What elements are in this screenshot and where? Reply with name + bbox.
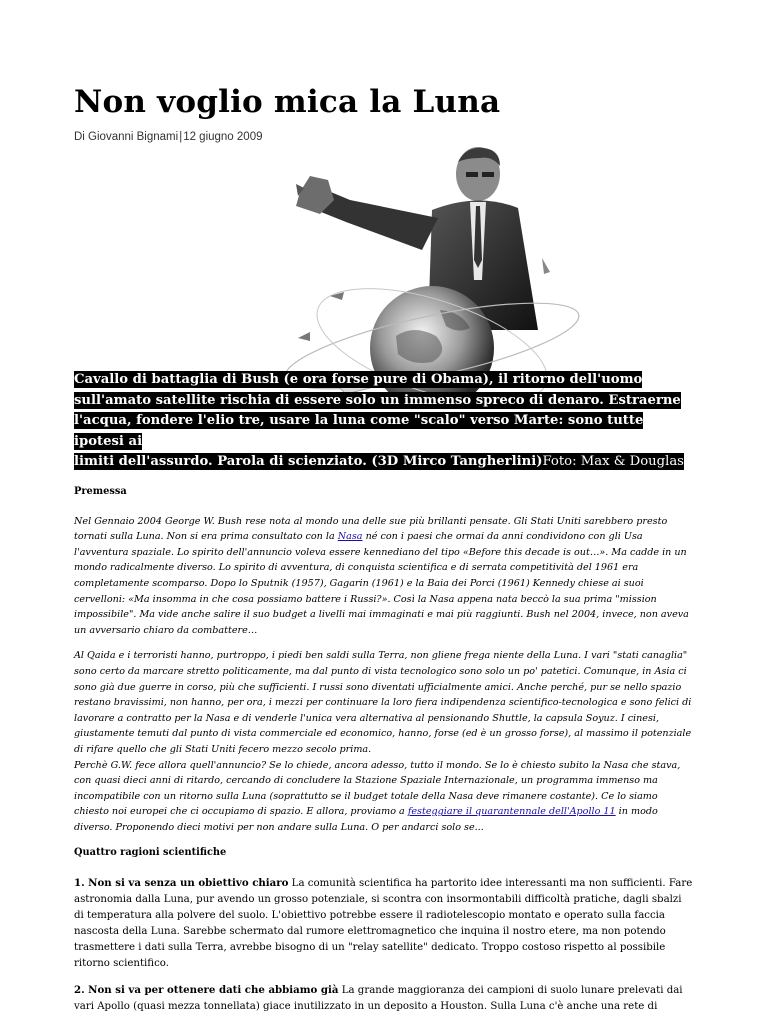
- paragraph-2-text: Al Qaida e i terroristi hanno, purtroppo, i piedi ben saldi sulla Terra, non gliene frega niente della Luna. I vari "stati canaglia" sono certo da marcare stretto politicamente, ma dal punto di vista tecnologico sono solo un po' patetici. Comunque, in Asia ci sono già due guerre in corso, più che sufficienti. I russi sono diventati ufficialmente amici. Anche perché, pur se nello spazio restano bravissimi, non hanno, per ora, i mezzi per continuare la loro fiera indipendenza scientifico-tecnologica e sono felici di lavorare a contratto per la Nasa e di venderle l'unica vera alternativa al pensionando Shuttle, la capsula Soyuz. I cinesi, giustamente temuti dal punto di vista commerciale ed economico, hanno, forse (ed è un grosso forse), al massimo il potenziale di rifare quello che gli Stati Uniti fecero mezzo secolo prima.: [74, 650, 692, 755]
- reason-1-text: La comunità scientifica ha partorito idee interessanti ma non sufficienti. Fare astronomia dalla Luna, pur avendo un grosso potenziale, si scontra con insormontabili difficoltà pratiche, dagli sbalzi di temperatura alla polvere del suolo. L'obiettivo potrebbe essere il radiotelescopio montato e operato sulla faccia nascosta della Luna. Sarebbe schermato dal rumore elettromagnetico che inquina il nostro etere, ma non potendo trasmettere i dati sulla Terra, avrebbe bisogno di un "relay satellite" dedicato. Troppo costoso rispetto al possibile ritorno scientifico.: [74, 878, 693, 970]
- hero-illustration: [200, 140, 580, 402]
- paragraph-3-rest: in modo diverso. Proponendo dieci motivi per non andare sulla Luna. O per andarci solo se...: [74, 806, 658, 833]
- reason-2-heading: 2. Non si va per ottenere dati che abbiamo già: [74, 984, 339, 997]
- link-nasa[interactable]: Nasa: [337, 531, 363, 543]
- page-title: Non voglio mica la Luna: [74, 84, 501, 120]
- paragraph-1-text: Nel Gennaio 2004 George W. Bush rese nota al mondo una delle sue più brillanti pensate. Gli Stati Uniti sarebbero presto tornati sulla Luna. Non si era prima consultato con la: [74, 515, 668, 543]
- section-heading-ragioni: Quattro ragioni scientifiche: [74, 847, 227, 859]
- article-body: [74, 484, 694, 1025]
- caption-text: limiti dell'assurdo. Parola di scienziato. (3D Mirco Tangherlini): [74, 454, 543, 469]
- rocket-left: [298, 292, 344, 341]
- caption-line-4: [74, 453, 684, 470]
- byline-separator: |: [179, 131, 183, 143]
- byline-author: Di Giovanni Bignami: [74, 131, 179, 143]
- paragraph-1: [74, 514, 694, 639]
- paragraph-1-rest: né con i paesi che ormai da anni condividono con gli Usa l'avventura spaziale. Lo spirito dell'annuncio voleva essere kennediano del tipo «Before this decade is out…». Ma cadde in un mondo radicalmente diverso. Lo spirito di avventura, di conquista scientifica e di serrata competitività del 1961 era completamente scomparso. Dopo lo Sputnik (1957), Gagarin (1961) e la Baia dei Porci (1961) Kennedy chiese ai suoi cervelloni: «Ma insomma in che cosa possiamo battere i Russi?». Così la Nasa appena nata beccò la sua prima "mission impossibile". Ma vide anche salire il suo budget a livelli mai immaginati e mai più raggiunti. Bush nel 2004, invece, non aveva un avversario chiaro da combattere…: [74, 531, 689, 636]
- paragraph-3: [74, 758, 694, 836]
- reason-2: [74, 982, 694, 1015]
- link-apollo-11[interactable]: festeggiare il quarantennale dell'Apollo 11: [407, 806, 616, 818]
- byline-date: 12 giugno 2009: [183, 131, 263, 143]
- paragraph-2: [74, 648, 694, 757]
- reason-1: [74, 875, 694, 972]
- reason-1-heading: 1. Non si va senza un obiettivo chiaro: [74, 877, 289, 890]
- image-caption: [74, 370, 694, 473]
- section-heading-premessa: Premessa: [74, 486, 127, 497]
- hero-image: [200, 140, 580, 402]
- caption-line-2: sull'amato satellite rischia di essere solo un immenso spreco di denaro. Estraerne: [74, 392, 681, 408]
- photo-credit: Foto: Max & Douglas: [542, 454, 684, 469]
- man-arm: [316, 190, 438, 250]
- paragraph-3-text: Perchè G.W. fece allora quell'annuncio? Se lo chiede, ancora adesso, tutto il mondo. Se lo è chiesto subito la Nasa che stava, con quasi dieci anni di ritardo, cercando di concludere la Stazione Spaziale Internazionale, un programma immenso ma incompatibile con un ritorno sulla Luna (soprattutto se il budget totale della Nasa deve rimanere costante). Ce lo siamo chiesto noi europei che ci occupiamo di spazio. E allora, proviamo a: [74, 759, 681, 818]
- caption-line-3: l'acqua, fondere l'elio tre, usare la luna come "scalo" verso Marte: sono tutte ipotesi ai: [74, 413, 644, 449]
- caption-line-1: Cavallo di battaglia di Bush (e ora forse pure di Obama), il ritorno dell'uomo: [74, 372, 643, 387]
- reason-2-text: La grande maggioranza dei campioni di suolo lunare prelevati dai vari Apollo (quasi mezza tonnellata) giace inutilizzato in un deposito a Houston. Sulla Luna c'è anche una rete di: [74, 985, 683, 1013]
